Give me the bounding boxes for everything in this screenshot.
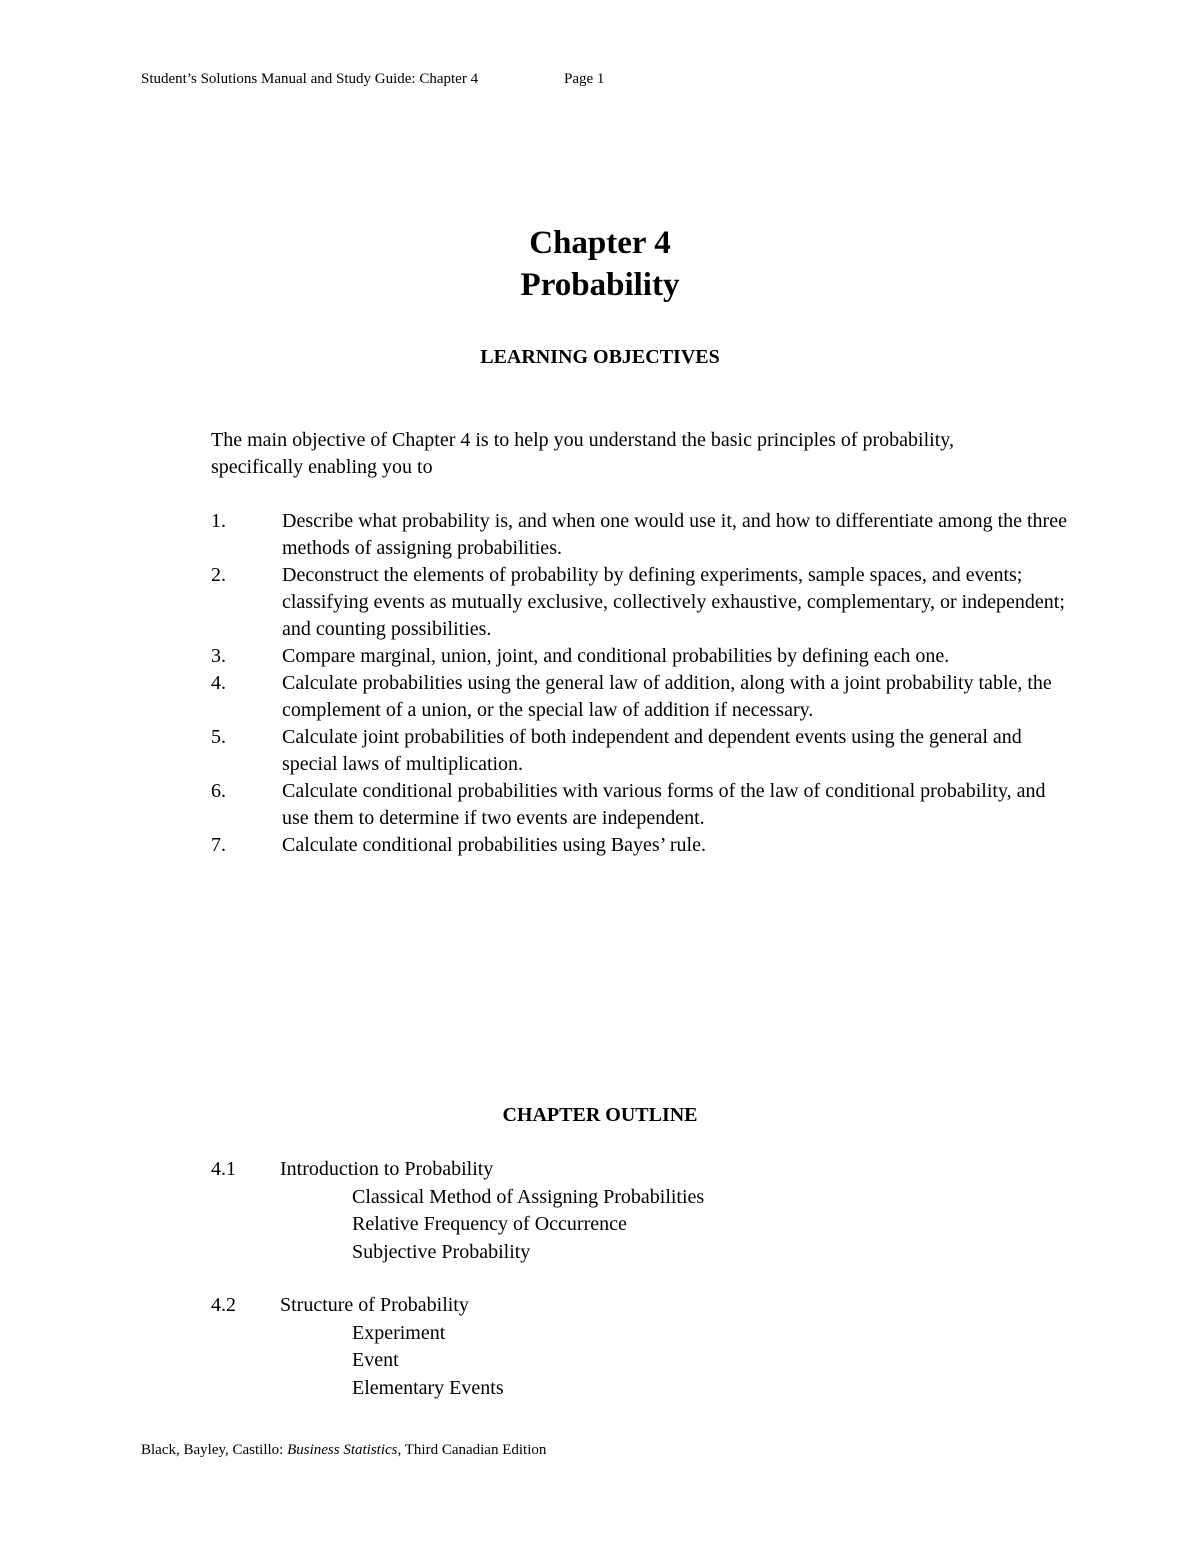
- objective-item: [211, 562, 1071, 643]
- objective-item: [211, 508, 1071, 562]
- objectives-list: [211, 508, 1071, 859]
- objective-item: [211, 778, 1071, 832]
- chapter-title: [0, 222, 1200, 306]
- outline-subtopic: Experiment: [352, 1321, 446, 1344]
- objective-item: [211, 724, 1071, 778]
- objective-number: 7.: [211, 834, 226, 856]
- objective-number: 2.: [211, 564, 226, 586]
- objective-number: 6.: [211, 780, 226, 802]
- outline-section-title: [211, 1156, 1011, 1184]
- objective-number: 1.: [211, 510, 226, 532]
- outline-section: [211, 1156, 1011, 1266]
- objective-number: 4.: [211, 672, 226, 694]
- objective-text: Deconstruct the elements of probability by defining experiments, sample spaces, and events; classifying events as mutually exclusive, collectively exhaustive, complementary, or independent; and counting possibilities.: [282, 564, 1065, 640]
- outline-section-label: Structure of Probability: [280, 1294, 469, 1316]
- chapter-outline: [211, 1156, 1011, 1428]
- learning-objectives-heading: LEARNING OBJECTIVES: [480, 346, 720, 368]
- running-header: [141, 71, 605, 88]
- outline-section-title: [211, 1292, 1011, 1320]
- objective-text: Calculate conditional probabilities using Bayes’ rule.: [282, 834, 706, 856]
- page-number: Page 1: [564, 71, 605, 87]
- chapter-number: Chapter 4: [529, 225, 671, 261]
- outline-subtopic: Elementary Events: [352, 1376, 504, 1399]
- outline-subtopic: Classical Method of Assigning Probabilities: [352, 1185, 705, 1208]
- objective-item: [211, 643, 1071, 670]
- objective-number: 5.: [211, 726, 226, 748]
- objectives-intro: The main objective of Chapter 4 is to help you understand the basic principles of probability, specifically enabling you to: [211, 429, 954, 478]
- footer-authors: Black, Bayley, Castillo:: [141, 1442, 288, 1458]
- objective-text: Calculate joint probabilities of both independent and dependent events using the general and special laws of multiplication.: [282, 726, 1022, 775]
- outline-subtopic: Relative Frequency of Occurrence: [352, 1213, 627, 1235]
- objective-text: Compare marginal, union, joint, and conditional probabilities by defining each one.: [282, 645, 950, 667]
- outline-section-label: Introduction to Probability: [280, 1158, 494, 1180]
- chapter-name: Probability: [520, 267, 680, 303]
- objective-number: 3.: [211, 645, 226, 667]
- footer-book-title: Business Statistics: [287, 1442, 398, 1458]
- objective-text: Calculate probabilities using the general law of addition, along with a joint probability table, the complement of a union, or the special law of addition if necessary.: [282, 672, 1052, 721]
- objective-item: [211, 832, 1071, 859]
- objective-text: Calculate conditional probabilities with various forms of the law of conditional probability, and use them to determine if two events are independent.: [282, 780, 1046, 829]
- header-title: Student’s Solutions Manual and Study Guide: Chapter 4: [141, 71, 479, 87]
- outline-section: [211, 1292, 1011, 1402]
- page-footer: [141, 1442, 546, 1459]
- outline-subtopic: Event: [352, 1349, 399, 1371]
- outline-section-number: 4.2: [211, 1294, 236, 1316]
- footer-edition: , Third Canadian Edition: [397, 1442, 547, 1458]
- objective-text: Describe what probability is, and when one would use it, and how to differentiate among the three methods of assigning probabilities.: [282, 510, 1067, 559]
- outline-subtopic: Subjective Probability: [352, 1240, 531, 1263]
- chapter-outline-heading: CHAPTER OUTLINE: [502, 1104, 698, 1126]
- objective-item: [211, 670, 1071, 724]
- outline-section-number: 4.1: [211, 1158, 236, 1180]
